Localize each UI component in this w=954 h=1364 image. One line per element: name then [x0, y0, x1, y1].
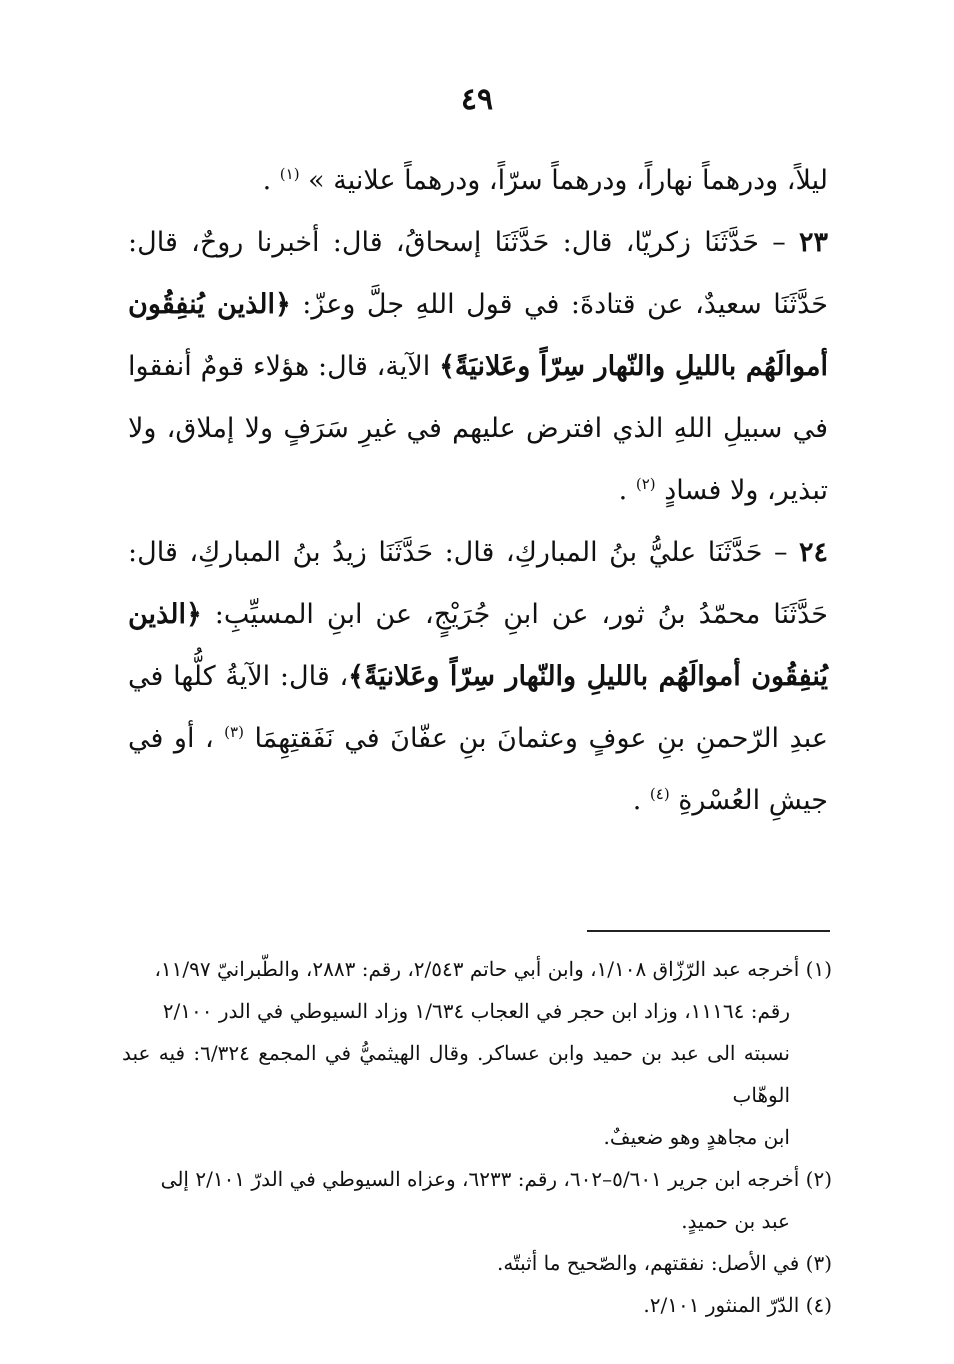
footnote-ref: (١) — [279, 165, 300, 183]
footnote-1-line: ابن مجاهدٍ وهو ضعيفٌ. — [603, 1125, 790, 1149]
text-segment: – حَدَّثَنَا عليُّ بنُ المباركِ، قال: حَدَّثَنَا زيدُ بنُ المباركِ، قال: حَدَّثَنَا محمّدُ بنُ ثور، عن ابنِ جُرَيْجٍ، عن ابنِ المسيِّبِ: — [128, 537, 828, 630]
footnote-1-line: نسبته الى عبد بن حميد وابن عساكر. وقال الهيثميُّ في المجمع ٦/٣٢٤: فيه عبد الوهّاب — [122, 1041, 790, 1107]
footnote-1-line: رقم: ١١١٦٤، وزاد ابن حجر في العجاب ١/٦٣٤ وزاد السيوطي في الدر ٢/١٠٠ — [162, 999, 790, 1023]
text-segment: ، أو في جيشِ العُسْرةِ — [128, 723, 828, 816]
text-segment: الآية، قال: هؤلاء قومٌ أنفقوا في سبيلِ اللهِ الذي افترض عليهم في غيرِ سَرَفٍ ولا إملاق، ولا تبذير، ولا فسادٍ — [128, 351, 828, 506]
text-segment: . — [262, 165, 280, 196]
hadith-24 — [128, 522, 828, 832]
footnote-ref: (٢) — [635, 475, 656, 493]
footnote-4: (٤) الدّرّ المنثور ٢/١٠١. — [643, 1293, 832, 1317]
text-segment: ، قال: الآيةُ كلُّها في عبدِ الرّحمنِ بنِ عوفٍ وعثمانَ بنِ عفّانَ في نَفَقتِهِمَا — [128, 661, 828, 754]
quran-verse: ﴿الذين يُنفِقُون أموالَهُم بالليلِ والنّهار سِرّاً وعَلانيَةً﴾ — [128, 289, 828, 382]
footnote-2-line: (٢) أخرجه ابن جرير ٥/٦٠١–٦٠٢، رقم: ٦٢٣٣، وعزاه السيوطي في الدرّ ٢/١٠١ إلى — [160, 1167, 832, 1191]
text-segment: – حَدَّثَنَا زكريّا، قال: حَدَّثَنَا إسحاقُ، قال: أخبرنا روحٌ، قال: حَدَّثَنَا سعيدٌ، عن قتادةَ: في قول اللهِ جلَّ وعزّ: — [128, 227, 828, 320]
text-segment: . — [618, 475, 636, 506]
main-text — [128, 150, 828, 832]
paragraph-continuation — [128, 150, 828, 212]
footnote-1-line: (١) أخرجه عبد الرّزّاق ١/١٠٨، وابن أبي حاتم ٢/٥٤٣، رقم: ٢٨٨٣، والطّبرانيّ ١١/٩٧، — [154, 957, 832, 981]
footnote-ref: (٤) — [649, 785, 670, 803]
hadith-23 — [128, 212, 828, 522]
page-number: ٤٩ — [460, 82, 494, 117]
text-segment: ليلاً، ودرهماً نهاراً، ودرهماً سرّاً، ودرهماً علانية » — [299, 165, 828, 196]
footnote-2-line: عبد بن حميدٍ. — [681, 1209, 790, 1233]
quran-verse: ﴿الذين يُنفِقُون أموالَهُم بالليلِ والنّهار سِرّاً وعَلانيَةً﴾ — [128, 599, 828, 692]
footnote-divider — [587, 930, 830, 932]
footnote-ref: (٣) — [224, 723, 244, 741]
hadith-number: ٢٣ — [798, 227, 828, 258]
footnote-3: (٣) في الأصل: نفقتهم، والصّحيح ما أثبتّه. — [497, 1251, 832, 1275]
text-segment: . — [632, 785, 650, 816]
footnotes — [122, 948, 832, 1326]
hadith-number: ٢٤ — [798, 537, 828, 568]
